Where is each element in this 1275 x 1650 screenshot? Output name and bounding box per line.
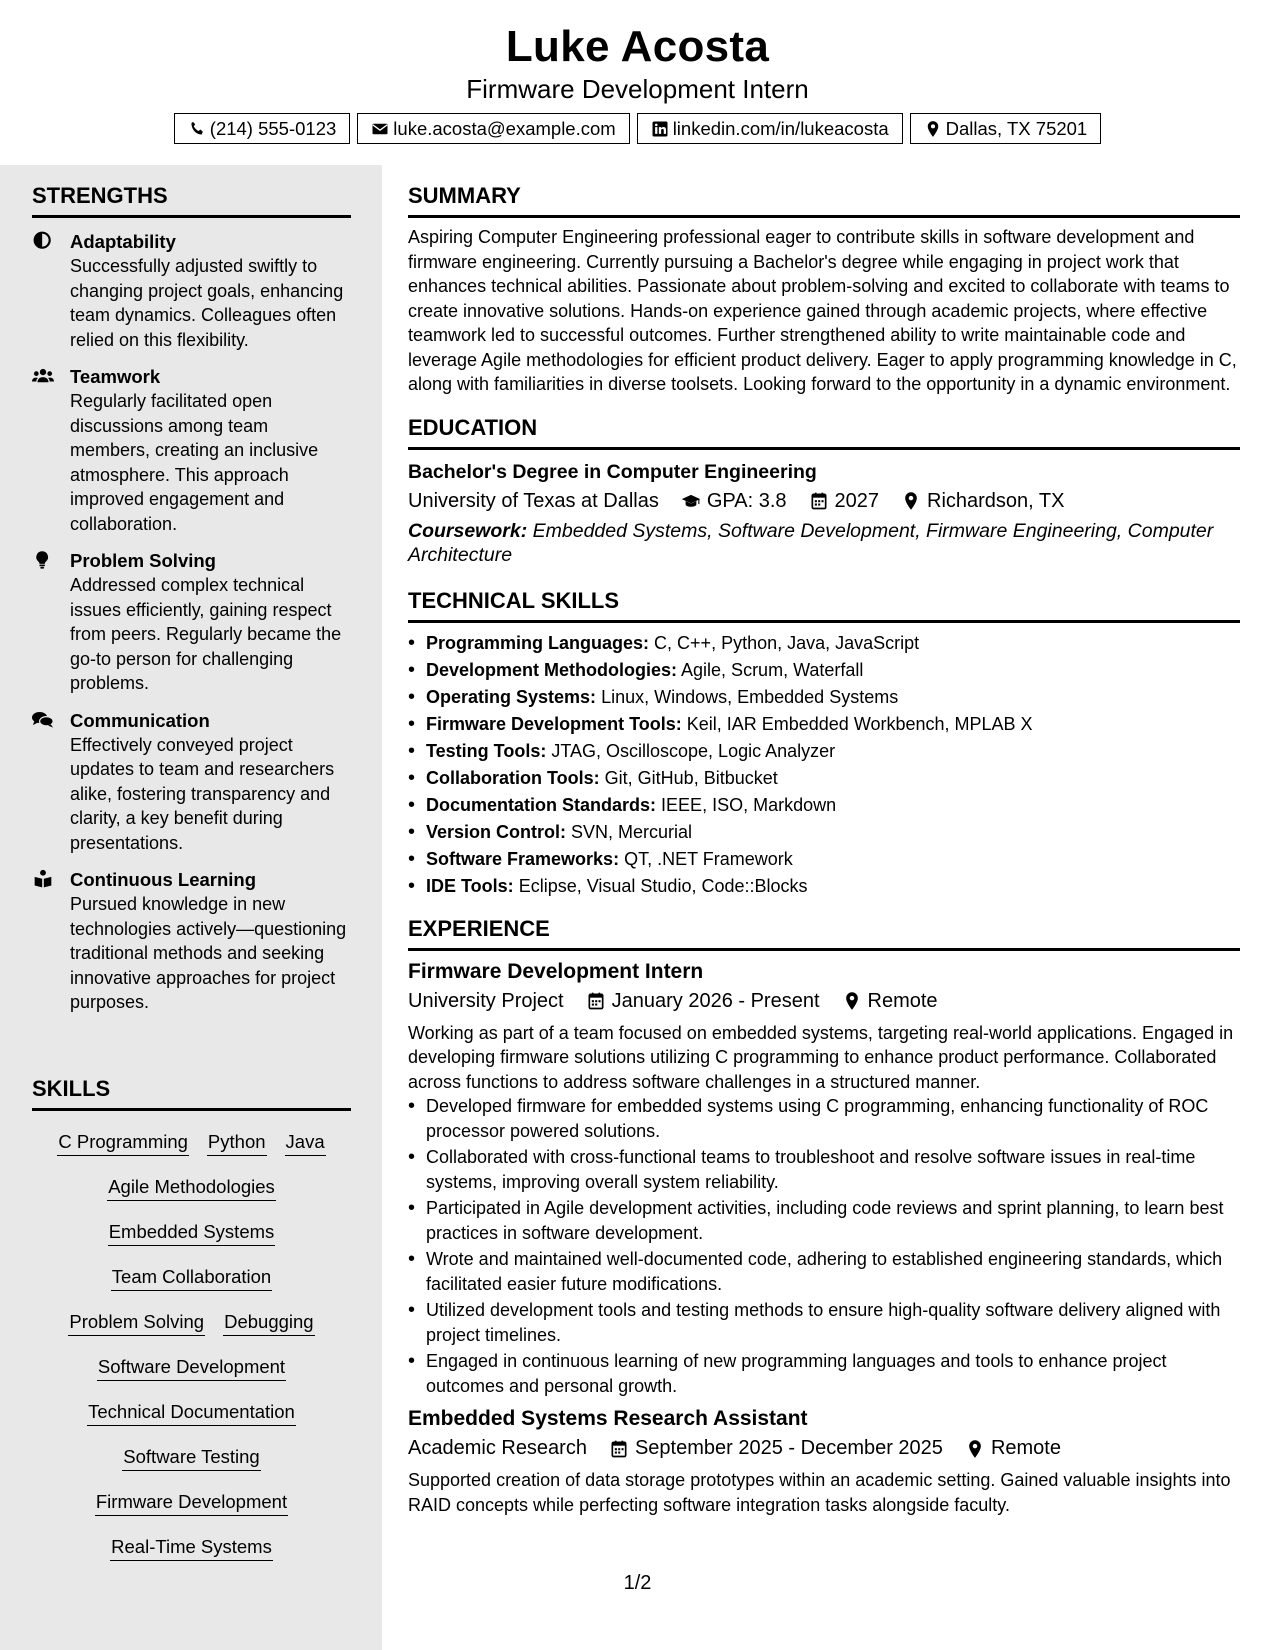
gpa-value: GPA: 3.8 [706, 489, 787, 512]
skill-row [32, 1301, 351, 1346]
skill-tag: Agile Methodologies [107, 1176, 276, 1201]
list-item: • Engaged in continuous learning of new programming languages and tools to enhance project outcomes and personal growth. [408, 1349, 1240, 1398]
skill-tag: Firmware Development [95, 1491, 288, 1516]
skills-heading: SKILLS [32, 1076, 351, 1111]
skill-label: Collaboration Tools: [426, 767, 600, 788]
linkedin-icon [651, 120, 669, 138]
job-title: Firmware Development Intern [408, 959, 704, 983]
map-pin-icon [842, 991, 862, 1011]
phone-icon [188, 120, 206, 138]
school-name: University of Texas at Dallas [408, 489, 659, 512]
skill-tag: Embedded Systems [108, 1221, 276, 1246]
skill-label: Software Frameworks: [426, 848, 620, 869]
technical-skills-heading: TECHNICAL SKILLS [408, 588, 1240, 623]
skill-tag: Software Testing [122, 1446, 260, 1471]
calendar-icon [586, 991, 606, 1011]
strength-title: Adaptability [70, 231, 176, 252]
skill-tag: Debugging [223, 1311, 315, 1336]
coursework-label: Coursework: [408, 519, 528, 542]
skill-row [32, 1436, 351, 1481]
skill-tag: Python [207, 1131, 267, 1156]
job-dates: January 2026 - Present [611, 989, 820, 1012]
strength-item [32, 549, 351, 696]
skill-value: Keil, IAR Embedded Workbench, MPLAB X [686, 713, 1033, 734]
book-reader-icon [32, 869, 54, 889]
map-pin-icon [924, 120, 942, 138]
skill-row [32, 1526, 351, 1571]
contact-location[interactable] [910, 113, 1102, 144]
education-heading: EDUCATION [408, 415, 1240, 450]
list-item: • Developed firmware for embedded systems using C programming, enhancing functionality of ROC processor powered solutions. [408, 1094, 1240, 1143]
skill-value: JTAG, Oscilloscope, Logic Analyzer [551, 740, 836, 761]
skill-label: Testing Tools: [426, 740, 547, 761]
coursework-list: Embedded Systems, Software Development, Firmware Engineering, Computer Architecture [408, 519, 1214, 566]
skill-row [32, 1211, 351, 1256]
strength-desc: Successfully adjusted swiftly to changing project goals, enhancing team dynamics. Colleagues often relied on this flexibility. [70, 256, 344, 350]
graduation-year: 2027 [834, 489, 880, 512]
strength-title: Teamwork [70, 366, 161, 387]
skill-label: Version Control: [426, 821, 567, 842]
job-meta [408, 990, 1240, 1013]
page-number: 1/2 [623, 1572, 652, 1594]
skill-value: Linux, Windows, Embedded Systems [601, 686, 899, 707]
list-item [408, 873, 1240, 900]
calendar-icon [809, 491, 829, 511]
skills-tags [32, 1121, 351, 1571]
contact-phone[interactable] [174, 113, 351, 144]
skill-label: Operating Systems: [426, 686, 597, 707]
skill-label: Development Methodologies: [426, 659, 678, 680]
job-location: Remote [990, 1437, 1061, 1459]
job-entry [408, 960, 1240, 1399]
skill-tag: Team Collaboration [111, 1266, 272, 1291]
map-pin-icon [965, 1439, 985, 1459]
list-item [408, 792, 1240, 819]
skill-row [32, 1166, 351, 1211]
summary-heading: SUMMARY [408, 183, 1240, 218]
skill-tag: Problem Solving [68, 1311, 205, 1336]
skill-value: QT, .NET Framework [624, 848, 793, 869]
skill-value: Agile, Scrum, Waterfall [681, 659, 864, 680]
list-item: • Participated in Agile development activities, including code reviews and sprint planning, to learn best practices in software development. [408, 1196, 1240, 1245]
list-item [408, 765, 1240, 792]
skill-row [32, 1481, 351, 1526]
strength-item [32, 365, 351, 536]
strengths-section [32, 183, 351, 1015]
contact-bar [0, 113, 1275, 144]
list-item [408, 657, 1240, 684]
skills-section [32, 1076, 351, 1571]
strength-title: Problem Solving [70, 550, 216, 571]
contact-linkedin[interactable] [637, 113, 903, 144]
list-item [408, 846, 1240, 873]
education-meta [408, 490, 1240, 513]
contact-location-text: Dallas, TX 75201 [945, 117, 1088, 139]
list-item [408, 738, 1240, 765]
skill-value: IEEE, ISO, Markdown [661, 794, 837, 815]
job-location: Remote [867, 989, 938, 1012]
skill-row [32, 1121, 351, 1166]
job-org: Academic Research [408, 1437, 587, 1459]
map-pin-icon [901, 491, 921, 511]
list-item: • Utilized development tools and testing methods to ensure high-quality software delivery aligned with project timelines. [408, 1298, 1240, 1347]
job-bullets [408, 1094, 1240, 1398]
skill-row [32, 1346, 351, 1391]
skill-value: C, C++, Python, Java, JavaScript [654, 632, 920, 653]
skill-label: Firmware Development Tools: [426, 713, 682, 734]
contact-email[interactable] [357, 113, 629, 144]
summary-text: Aspiring Computer Engineering professional eager to contribute skills in software development and firmware engineering. Currently pursuing a Bachelor's degree while engaging in project work that enhances technical abilities. Passionate about problem-solving and excited to collaborate with teams to create innovative solutions. Hands-on experience gained through academic projects, where effective teamwork led to successful outcomes. Further strengthened ability to write maintainable code and leverage Agile methodologies for efficient product delivery. Eager to apply programming knowledge in C, along with familiarities in diverse toolsets. Looking forward to the opportunity in a dynamic environment. [408, 227, 1237, 394]
strengths-heading: STRENGTHS [32, 183, 351, 218]
skill-value: Eclipse, Visual Studio, Code::Blocks [518, 875, 808, 896]
contact-phone-text: (214) 555-0123 [209, 117, 337, 139]
skill-label: Documentation Standards: [426, 794, 657, 815]
comments-icon [32, 710, 54, 730]
degree-title: Bachelor's Degree in Computer Engineering [408, 460, 817, 483]
strength-item [32, 868, 351, 1015]
envelope-icon [371, 120, 389, 138]
skill-tag: Real-Time Systems [110, 1536, 273, 1561]
skill-tag: C Programming [57, 1131, 189, 1156]
main-column [408, 165, 1240, 1517]
job-meta [408, 1437, 1240, 1460]
job-description: Supported creation of data storage prototypes within an academic setting. Gained valuable insights into RAID concepts while perfecting software integration tasks alongside faculty. [408, 1470, 1231, 1515]
candidate-name: Luke Acosta [505, 22, 770, 71]
school-location: Richardson, TX [927, 489, 1065, 512]
list-item: • Wrote and maintained well-documented code, adhering to established engineering standards, which facilitated easier future modifications. [408, 1247, 1240, 1296]
list-item [408, 684, 1240, 711]
contact-email-text: luke.acosta@example.com [393, 117, 616, 139]
strength-desc: Regularly facilitated open discussions among team members, creating an inclusive atmosphere. This approach improved engagement and collaboration. [70, 391, 319, 534]
resume-header [0, 0, 1275, 165]
half-circle-icon [32, 231, 54, 251]
list-item [408, 630, 1240, 657]
candidate-title: Firmware Development Intern [466, 74, 809, 104]
lightbulb-icon [32, 550, 54, 570]
list-item [408, 711, 1240, 738]
list-item [408, 819, 1240, 846]
list-item: • Collaborated with cross-functional teams to troubleshoot and resolve software issues in real-time systems, improving overall system reliability. [408, 1145, 1240, 1194]
strength-item [32, 230, 351, 352]
users-icon [32, 366, 54, 386]
strength-desc: Addressed complex technical issues efficiently, gaining respect from peers. Regularly became the go-to person for challenging problems. [70, 575, 342, 693]
skill-row [32, 1391, 351, 1436]
skill-tag: Java [285, 1131, 326, 1156]
job-dates: September 2025 - December 2025 [634, 1437, 943, 1459]
strength-title: Continuous Learning [70, 869, 257, 890]
coursework [408, 519, 1240, 568]
strength-desc: Pursued knowledge in new technologies actively—questioning traditional methods and seeking innovative approaches for project purposes. [70, 894, 347, 1012]
skill-label: IDE Tools: [426, 875, 514, 896]
strength-title: Communication [70, 709, 210, 731]
strength-desc: Effectively conveyed project updates to team and researchers alike, fostering transparency and clarity, a key benefit during presentations. [70, 734, 335, 853]
skill-value: SVN, Mercurial [571, 821, 693, 842]
job-description: Working as part of a team focused on embedded systems, targeting real-world applications. Engaged in developing firmware solutions utilizing C programming to enhance product performance. Collaborated across functions to address software challenges in a structured manner. [408, 1022, 1234, 1092]
contact-linkedin-text: linkedin.com/in/lukeacosta [672, 117, 889, 139]
graduation-cap-icon [681, 491, 701, 511]
job-entry [408, 1407, 1240, 1517]
strength-item [32, 709, 351, 856]
calendar-icon [609, 1439, 629, 1459]
sidebar [0, 165, 382, 1650]
skill-value: Git, GitHub, Bitbucket [604, 767, 778, 788]
skill-row [32, 1256, 351, 1301]
technical-skills-list [408, 630, 1240, 900]
skill-tag: Software Development [97, 1356, 286, 1381]
job-title: Embedded Systems Research Assistant [408, 1407, 808, 1430]
job-org: University Project [408, 989, 564, 1012]
skill-tag: Technical Documentation [87, 1401, 296, 1426]
experience-heading: EXPERIENCE [408, 916, 1240, 951]
skill-label: Programming Languages: [426, 632, 650, 653]
